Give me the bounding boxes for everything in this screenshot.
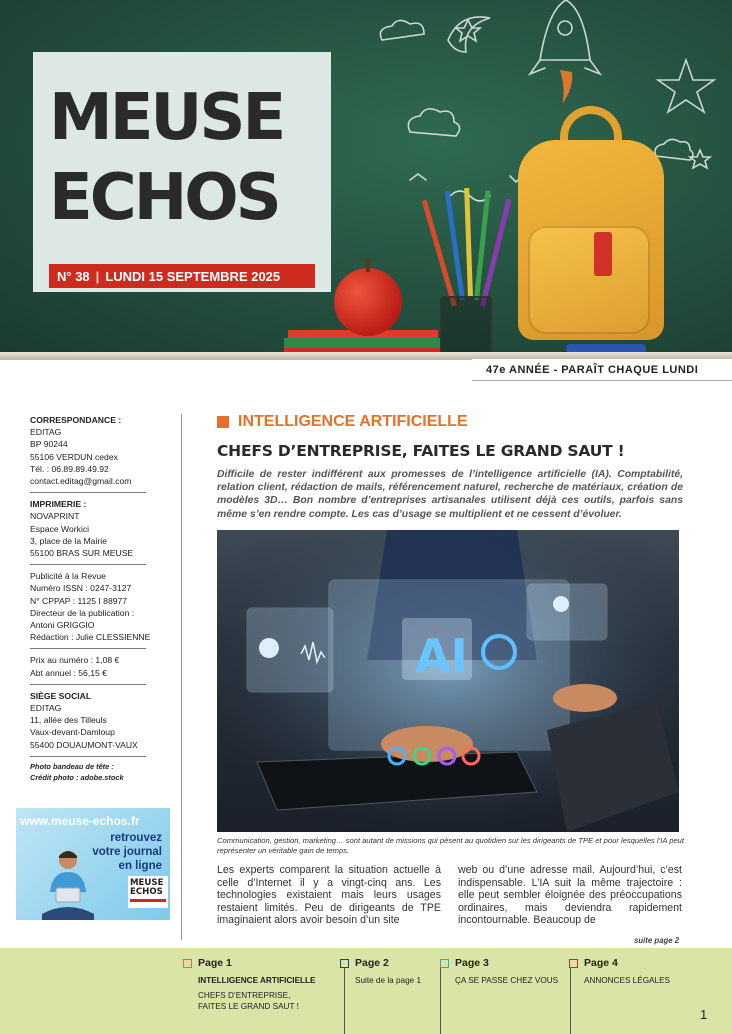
contents-page: Page 4 — [584, 957, 618, 969]
correspondance-heading: CORRESPONDANCE : — [30, 415, 122, 425]
rocket-doodle — [540, 0, 590, 60]
apple-stem — [366, 258, 370, 272]
photo-credit-line: Crédit photo : adobe.stock — [30, 773, 124, 783]
contents-page: Page 2 — [355, 957, 389, 969]
article-column-1: Les experts comparent la situation actuelle à celle d’Internet il y a vingt-cinq ans. Les technologies existaient mais leurs usages restaient limités. Peu de dirigeants de TPE imaginaient alors avoir besoin d’un site — [217, 864, 441, 927]
imprimerie-line: 3, place de la Mairie — [30, 535, 107, 546]
promo-url[interactable]: www.meuse-echos.fr — [20, 814, 140, 828]
publication-line: Numéro ISSN : 0247-3127 — [30, 583, 132, 594]
prix-line: Abt annuel : 56,15 € — [30, 667, 107, 678]
contents-body — [440, 975, 558, 986]
contents-page-label — [440, 957, 558, 969]
cyan-square-icon — [440, 959, 449, 968]
contents-body — [569, 975, 670, 986]
publication-line: Publicité à la Revue — [30, 571, 106, 582]
article-column-2: web ou d’une adresse mail. Aujourd’hui, c’est indispensable. L’IA suit la même trajectoire : elle peut sembler éloignée des préoccupations ordinaires, mais deviendra rapidement incontournable. Beaucoup de — [458, 864, 682, 927]
blue-square-icon — [340, 959, 349, 968]
contents-body — [183, 975, 316, 1012]
photo-credit-block — [30, 762, 146, 788]
imprimerie-line: 55100 BRAS SUR MEUSE — [30, 548, 134, 559]
article-lead: Difficile de rester indifférent aux promesses de l’intelligence artificielle (IA). Comptabilité, relation client, rédaction de mails, référencement naturel, recherche de matériaux, création de modèles 3D… Bon nombre d’entreprises artisanales utilisent déjà ces outils, parfois sans même s’en rendre compte. Les cas d’usage se multiplient et ne cessent d’évoluer. — [217, 469, 683, 520]
contents-item-page1[interactable] — [183, 957, 316, 1012]
contents-title: ANNONCES LÉGALES — [584, 976, 670, 985]
contents-item-page4[interactable] — [569, 957, 670, 986]
contents-page: Page 3 — [455, 957, 489, 969]
sidebar-divider — [181, 414, 182, 940]
continued-note: suite page 2 — [634, 936, 680, 945]
cloud-doodle — [408, 109, 459, 136]
publication-block — [30, 570, 151, 649]
masthead-title-line2: ECHOS — [49, 161, 279, 235]
correspondance-line: EDITAG — [30, 427, 62, 438]
issue-date: LUNDI 15 SEPTEMBRE 2025 — [105, 268, 281, 284]
siege-line: 11, allée des Tilleuls — [30, 715, 107, 726]
backpack-pocket — [528, 226, 650, 334]
issue-number: N° 38 — [57, 268, 90, 284]
header-banner — [0, 0, 732, 358]
correspondance-block — [30, 414, 146, 493]
issue-bar — [49, 264, 315, 288]
red-square-icon — [569, 959, 578, 968]
masthead-box — [33, 52, 331, 292]
contents-body — [340, 975, 421, 986]
siege-line: 55400 DOUAUMONT-VAUX — [30, 739, 138, 750]
contents-title: INTELLIGENCE ARTIFICIELLE — [198, 976, 316, 985]
correspondance-line: 55106 VERDUN cedex — [30, 451, 118, 462]
promo-logo-line2: ECHOS — [130, 887, 163, 897]
promo-logo-line1: MEUSE — [130, 878, 164, 888]
publication-line: Directeur de la publication : — [30, 607, 135, 618]
apple — [334, 268, 402, 336]
publication-line: N° CPPAP : 1125 I 88977 — [30, 595, 128, 606]
contents-page-label — [183, 957, 316, 969]
section-title: INTELLIGENCE ARTIFICIELLE — [238, 413, 468, 430]
imprimerie-line: Espace Workici — [30, 523, 90, 534]
siege-line: Vaux-devant-Damloup — [30, 727, 115, 738]
orange-square-icon — [183, 959, 192, 968]
issue-separator: | — [95, 268, 100, 284]
backpack-strap — [594, 232, 612, 276]
prix-block — [30, 654, 146, 684]
sidebar-imprint — [30, 414, 151, 793]
siege-heading: SIÈGE SOCIAL — [30, 690, 92, 701]
publication-line: Antoni GRIGGIO — [30, 620, 95, 631]
imprimerie-line: NOVAPRINT — [30, 511, 80, 522]
promo-line: votre journal — [92, 846, 162, 858]
section-square-icon — [217, 416, 229, 428]
correspondance-phone: Tél. : 06.89.89.49.92 — [30, 463, 109, 474]
correspondance-email[interactable]: contact.editag@gmail.com — [30, 476, 132, 487]
publication-line: Rédaction : Julie CLESSIENNE — [30, 632, 151, 643]
promo-line: retrouvez — [110, 832, 162, 844]
contents-item-page2[interactable] — [340, 957, 421, 986]
contents-subtitle: FAITES LE GRAND SAUT ! — [198, 1002, 299, 1011]
tagline: 47e ANNÉE - PARAÎT CHAQUE LUNDI — [472, 359, 732, 381]
page-number: 1 — [700, 1007, 708, 1022]
pencil-cup — [440, 296, 492, 356]
contents-subtitle: CHEFS D’ENTREPRISE, — [198, 991, 291, 1000]
imprimerie-heading: IMPRIMERIE : — [30, 499, 87, 510]
contents-item-page3[interactable] — [440, 957, 558, 986]
photo-credit-line: Photo bandeau de tête : — [30, 761, 114, 771]
promo-line: en ligne — [118, 860, 162, 872]
prix-line: Prix au numéro : 1,08 € — [30, 655, 120, 666]
correspondance-line: BP 90244 — [30, 439, 68, 450]
book — [284, 338, 440, 348]
siege-line: EDITAG — [30, 703, 62, 714]
ai-hologram-illustration — [217, 530, 679, 832]
section-heading — [217, 412, 468, 432]
article-photo — [217, 530, 679, 832]
imprimerie-block — [30, 498, 146, 565]
photo-caption: Communication, gestion, marketing… sont autant de missions qui pèsent au quotidien sur les dirigeants de TPE et pour lesquelles l’IA peut représenter un véritable gain de temps. — [217, 836, 684, 855]
masthead-title-line1: MEUSE — [49, 81, 284, 155]
promo-logo — [128, 876, 168, 908]
ai-hologram-label: AI — [415, 629, 468, 683]
article-headline: CHEFS D’ENTREPRISE, FAITES LE GRAND SAUT ! — [217, 442, 625, 460]
siege-block — [30, 690, 146, 757]
contents-page-label — [569, 957, 670, 969]
person-with-laptop-illustration — [38, 848, 98, 920]
contents-title: Suite de la page 1 — [355, 976, 422, 985]
contents-page-label — [340, 957, 421, 969]
promo-logo-bar — [130, 899, 166, 902]
contents-title: ÇA SE PASSE CHEZ VOUS — [455, 976, 559, 985]
contents-footer — [0, 948, 732, 1034]
star-doodle — [658, 60, 714, 112]
contents-page: Page 1 — [198, 957, 232, 969]
